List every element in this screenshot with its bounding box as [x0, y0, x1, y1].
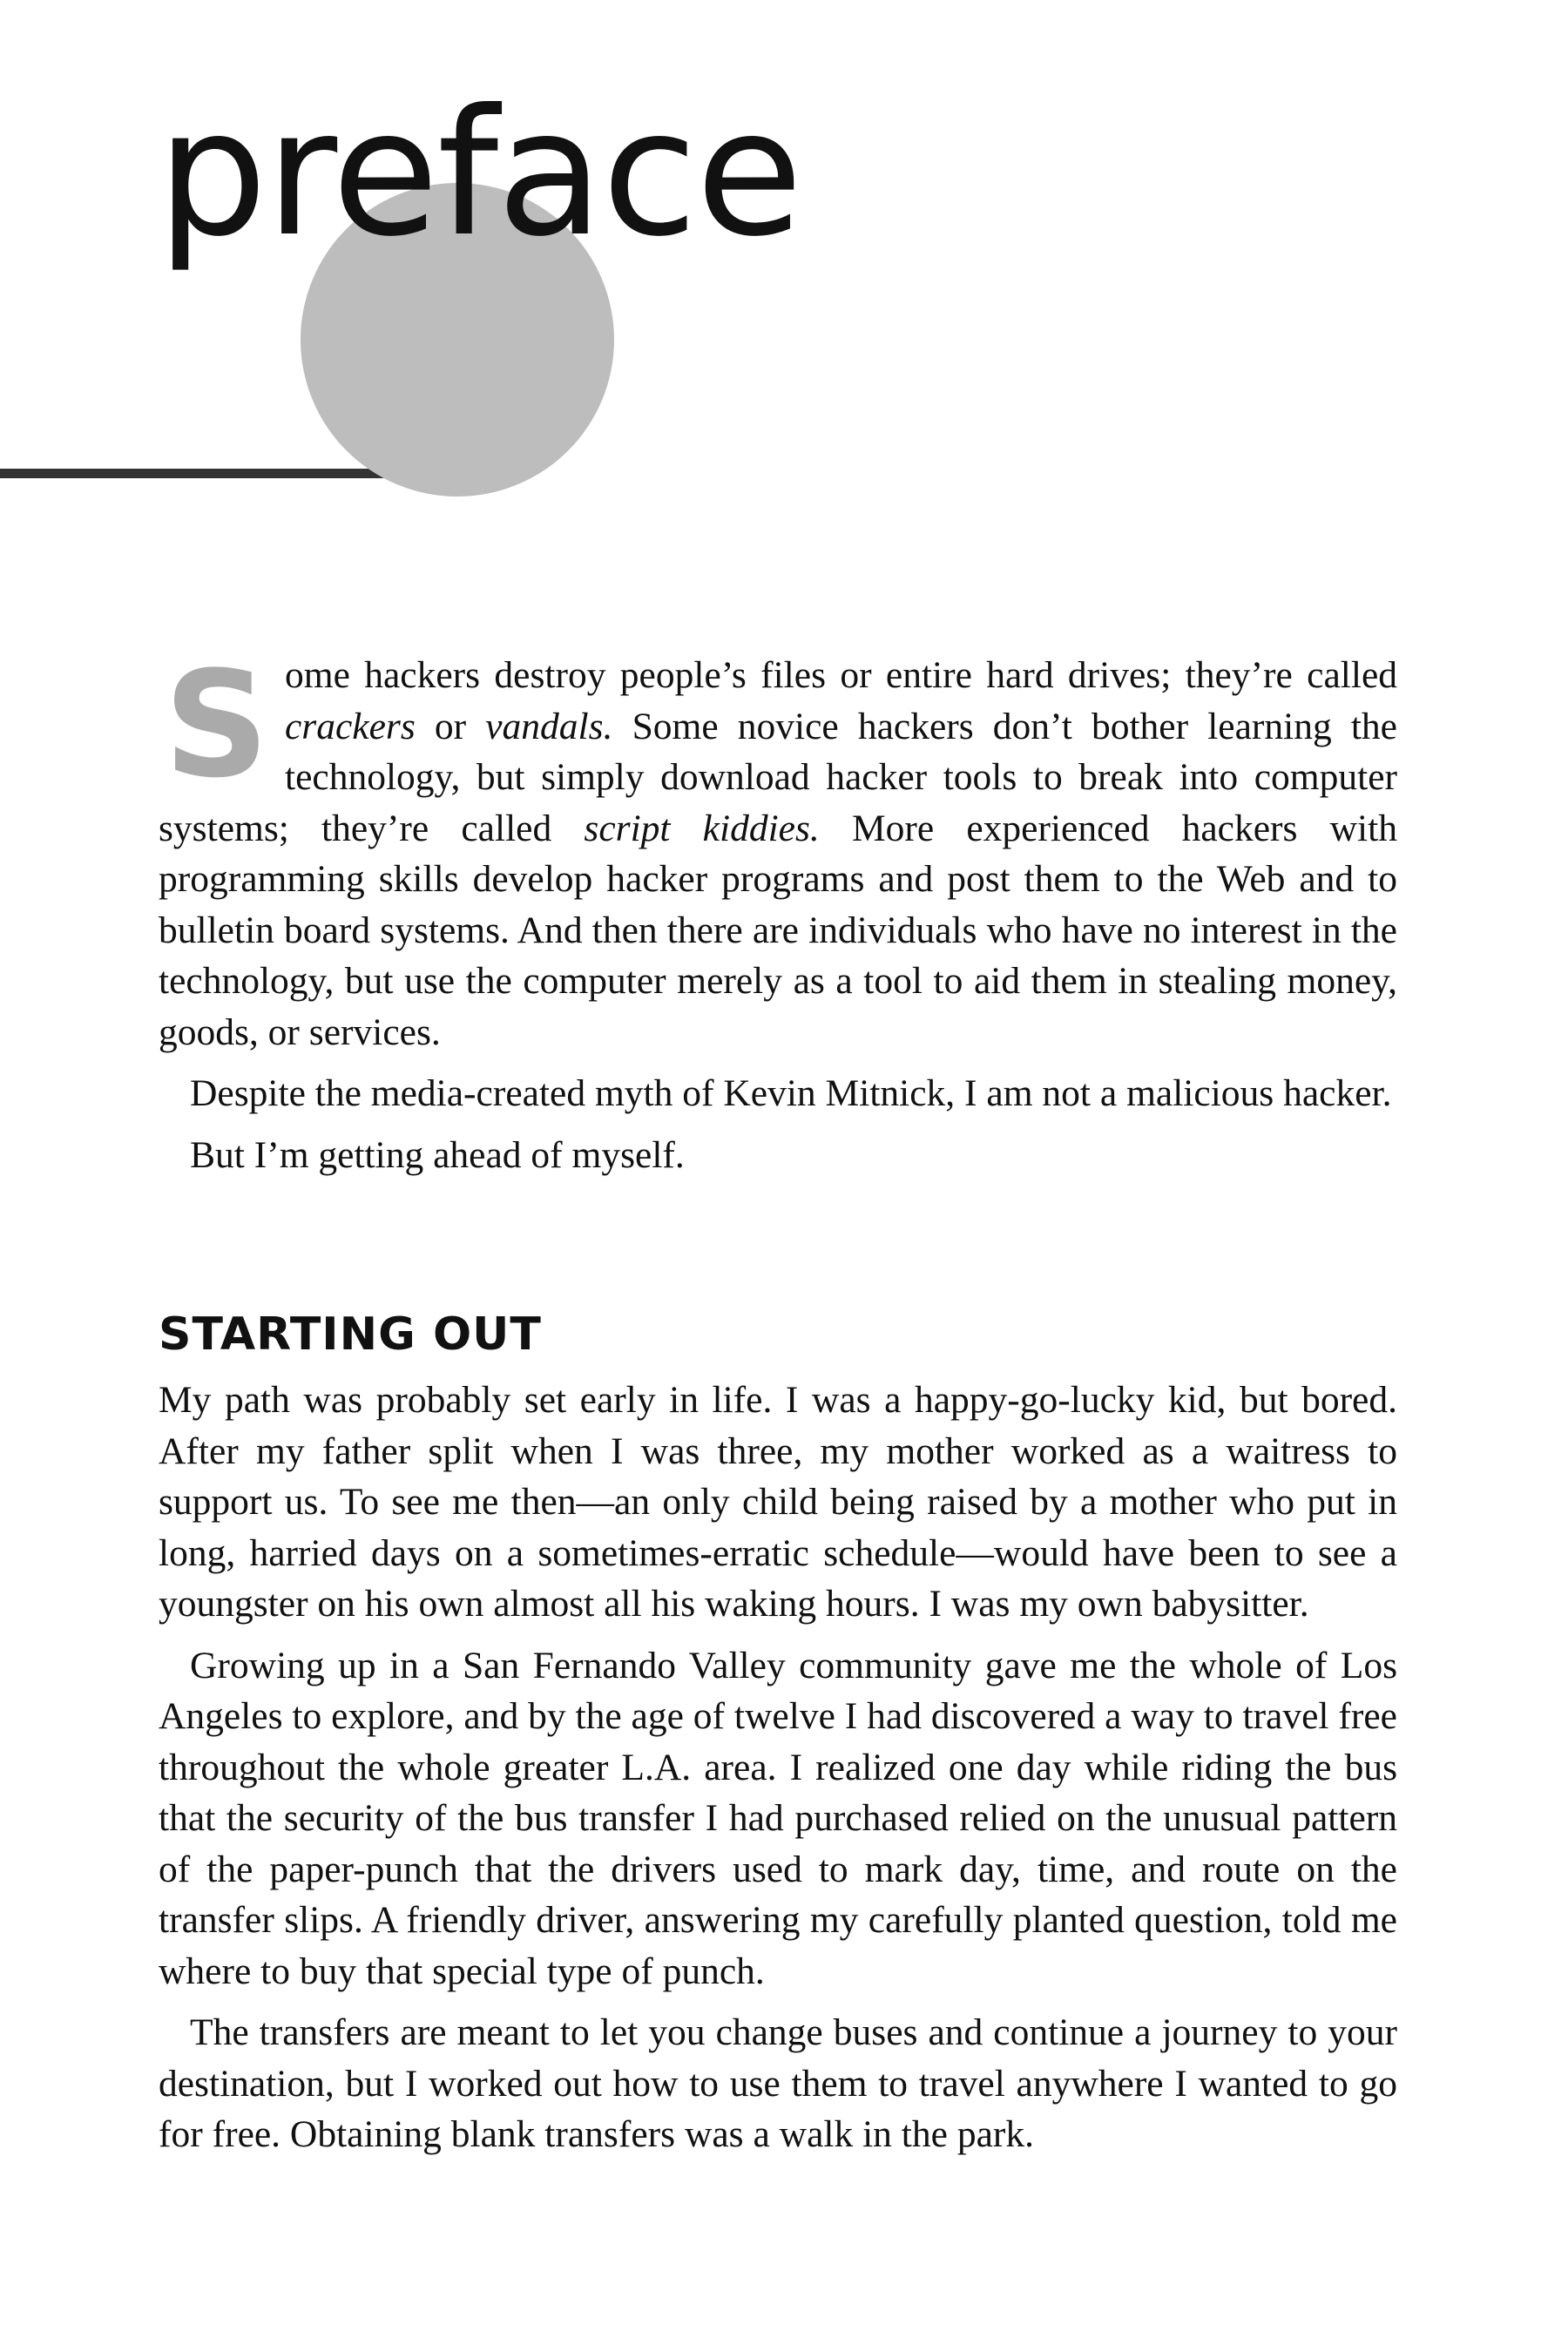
text-run: ome hackers destroy people’s files or entire hard drives; they’re called [285, 654, 1397, 696]
body-paragraph-3: The transfers are meant to let you change buses and continue a journey to your destination, but I worked out how to use them to travel anywhere I wanted to go for free. Obtaining blank transfers was a walk in the park. [159, 2011, 1397, 2155]
body-paragraph-2: Growing up in a San Fernando Valley community gave me the whole of Los Angeles to explore, and by the age of twelve I had discovered a way to travel free throughout the whole greater L.A. area. I realized one day while riding the bus that the security of the bus transfer I had purchased relied on the unusual pattern of the paper-punch that the drivers used to mark day, time, and route on the transfer slips. A friendly driver, answering my carefully planted question, told me where to buy that special type of punch. [159, 1644, 1397, 1992]
intro-paragraph-1-text [159, 639, 1397, 1053]
italic-term: crackers [285, 705, 416, 747]
intro-section [159, 639, 1397, 1180]
section-heading: STARTING OUT [159, 1308, 542, 1361]
drop-cap: S [164, 639, 269, 810]
text-run: Some novice hackers don’t bother learning the technology, but simply download hacker tools to break into computer systems; they’re called [159, 705, 1397, 849]
italic-term: script kiddies. [584, 807, 820, 849]
text-run: or [415, 705, 486, 747]
intro-paragraph-2: Despite the media-created myth of Kevin Mitnick, I am not a malicious hacker. [190, 1072, 1392, 1114]
text-run: More experienced hackers with programming skills develop hacker programs and post them to the Web and to bulletin board systems. And then there are individuals who have no interest in the technology, but use the computer merely as a tool to aid them in stealing money, goods, or services. [159, 807, 1397, 1053]
header-rule [0, 469, 401, 478]
intro-paragraph-3: But I’m getting ahead of myself. [190, 1133, 685, 1176]
body-section [159, 1375, 1397, 2160]
intro-paragraph-1 [159, 639, 1397, 1058]
italic-term: vandals. [485, 705, 613, 747]
body-paragraph-1: My path was probably set early in life. I was a happy-go-lucky kid, but bored. After my father split when I was three, my mother worked as a waitress to support us. To see me then—an only child being raised by a mother who put in long, harried days on a sometimes-erratic schedule—would have been to see a youngster on his own almost all his waking hours. I was my own babysitter. [159, 1379, 1397, 1625]
chapter-title: preface [157, 72, 801, 275]
